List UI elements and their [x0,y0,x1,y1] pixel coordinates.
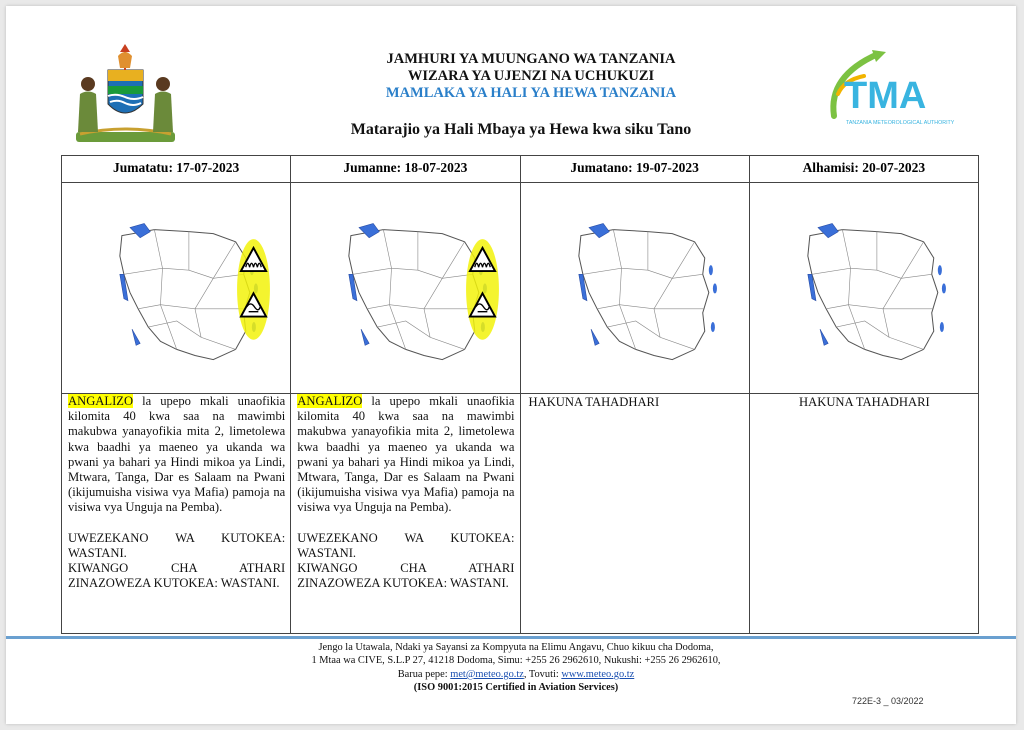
country-outline [120,230,250,360]
warning-paragraph [68,394,285,516]
day-label: Alhamisi: 20-07-2023 [749,156,978,183]
forecast-table [61,155,979,634]
email-label: Barua pepe: [397,669,451,680]
country-outline [578,230,708,360]
day-label: Jumatatu: 17-07-2023 [62,156,291,183]
lake-shape [820,329,828,345]
country-outline [808,230,938,360]
island-shape [938,265,942,275]
lake-shape [591,329,599,345]
island-shape [940,322,944,332]
authority-name: MAMLAKA YA HALI YA HEWA TANZANIA [385,85,677,101]
advisory-highlight: ANGALIZO [68,394,134,408]
warning-cell [749,394,978,634]
tma-logo-letters: TMA [844,75,927,117]
tma-logo [822,46,962,136]
warning-text: la upepo mkali unaofikia kilomita 40 kwa saa na mawimbi makubwa yanayofikia mita 2, limetolewa kwa baadhi ya maeneo ya ukanda wa pwani ya bahari ya Hindi mikoa ya Lindi, Mtwara, Tanga, Dar es Salaam na Pwani (ikijumuisha visiwa vya Mafia) pamoja na visiwa vya Unguja na Pemba). [68,394,286,515]
forecast-map [520,183,749,394]
warning-cell [291,394,520,634]
day-header-row [62,156,979,183]
website-link[interactable]: www.meteo.go.tz [561,669,635,680]
coat-of-arms-emblem [68,42,183,146]
iso-certification: (ISO 9001:2015 Certified in Aviation Services) [413,682,619,693]
day-label: Jumanne: 18-07-2023 [291,156,520,183]
lake-shape [132,329,140,345]
map-row [62,183,979,394]
tanzania-map [750,183,978,393]
likelihood-text: UWEZEKANO WA KUTOKEA: WASTANI. [68,530,286,560]
likelihood-text: UWEZEKANO WA KUTOKEA: WASTANI. [297,530,515,560]
forecast-map [62,183,291,394]
document-code: 722E-3 _ 03/2022 [852,696,924,706]
ministry-name: WIZARA YA UJENZI NA UCHUKUZI [407,68,655,84]
tma-logo-caption: TANZANIA METEOROLOGICAL AUTHORITY [846,120,955,126]
warning-cell [62,394,291,634]
page-title: Matarajio ya Hali Mbaya ya Hewa kwa siku Tano [350,121,692,138]
island-shape [710,322,714,332]
lake-shape [361,329,369,345]
warning-cell [520,394,749,634]
tanzania-map [62,183,290,393]
warning-text: la upepo mkali unaofikia kilomita 40 kwa saa na mawimbi makubwa yanayofikia mita 2, limetolewa kwa baadhi ya maeneo ya ukanda wa pwani ya bahari ya Hindi mikoa ya Lindi, Mtwara, Tanga, Dar es Salaam na Pwani (ikijumuisha visiwa vya Mafia) pamoja na visiwa vya Unguja na Pemba). [297,394,515,515]
footer-contact-line: 1 Mtaa wa CIVE, S.L.P 27, 41218 Dodoma, Simu: +255 26 2962610, Nukushi: +255 26 2962610, [311,655,721,666]
island-shape [942,283,946,293]
no-warning-text: HAKUNA TAHADHARI [799,395,930,409]
tanzania-map [521,183,749,393]
document-page [6,6,1016,724]
email-link[interactable]: met@meteo.go.tz [450,669,524,680]
tanzania-map [291,183,519,393]
forecast-map [749,183,978,394]
advisory-highlight: ANGALIZO [297,394,363,408]
impact-text: KIWANGO CHA ATHARI ZINAZOWEZA KUTOKEA: WASTANI. [297,561,515,591]
impact-text: KIWANGO CHA ATHARI ZINAZOWEZA KUTOKEA: WASTANI. [68,561,286,591]
footer-web-line [206,669,826,680]
footer-divider [6,636,1016,639]
country-name: JAMHURI YA MUUNGANO WA TANZANIA [386,51,676,67]
no-warning-text: HAKUNA TAHADHARI [528,395,660,409]
warning-paragraph [297,394,514,516]
island-shape [708,265,712,275]
country-outline [349,230,479,360]
warning-text-row [62,394,979,634]
island-shape [712,283,716,293]
footer-address-line: Jengo la Utawala, Ndaki ya Sayansi za Kompyuta na Elimu Angavu, Chuo kikuu cha Dodoma, [318,642,714,653]
web-label: , Tovuti: [523,669,562,680]
forecast-map [291,183,520,394]
day-label: Jumatano: 19-07-2023 [520,156,749,183]
